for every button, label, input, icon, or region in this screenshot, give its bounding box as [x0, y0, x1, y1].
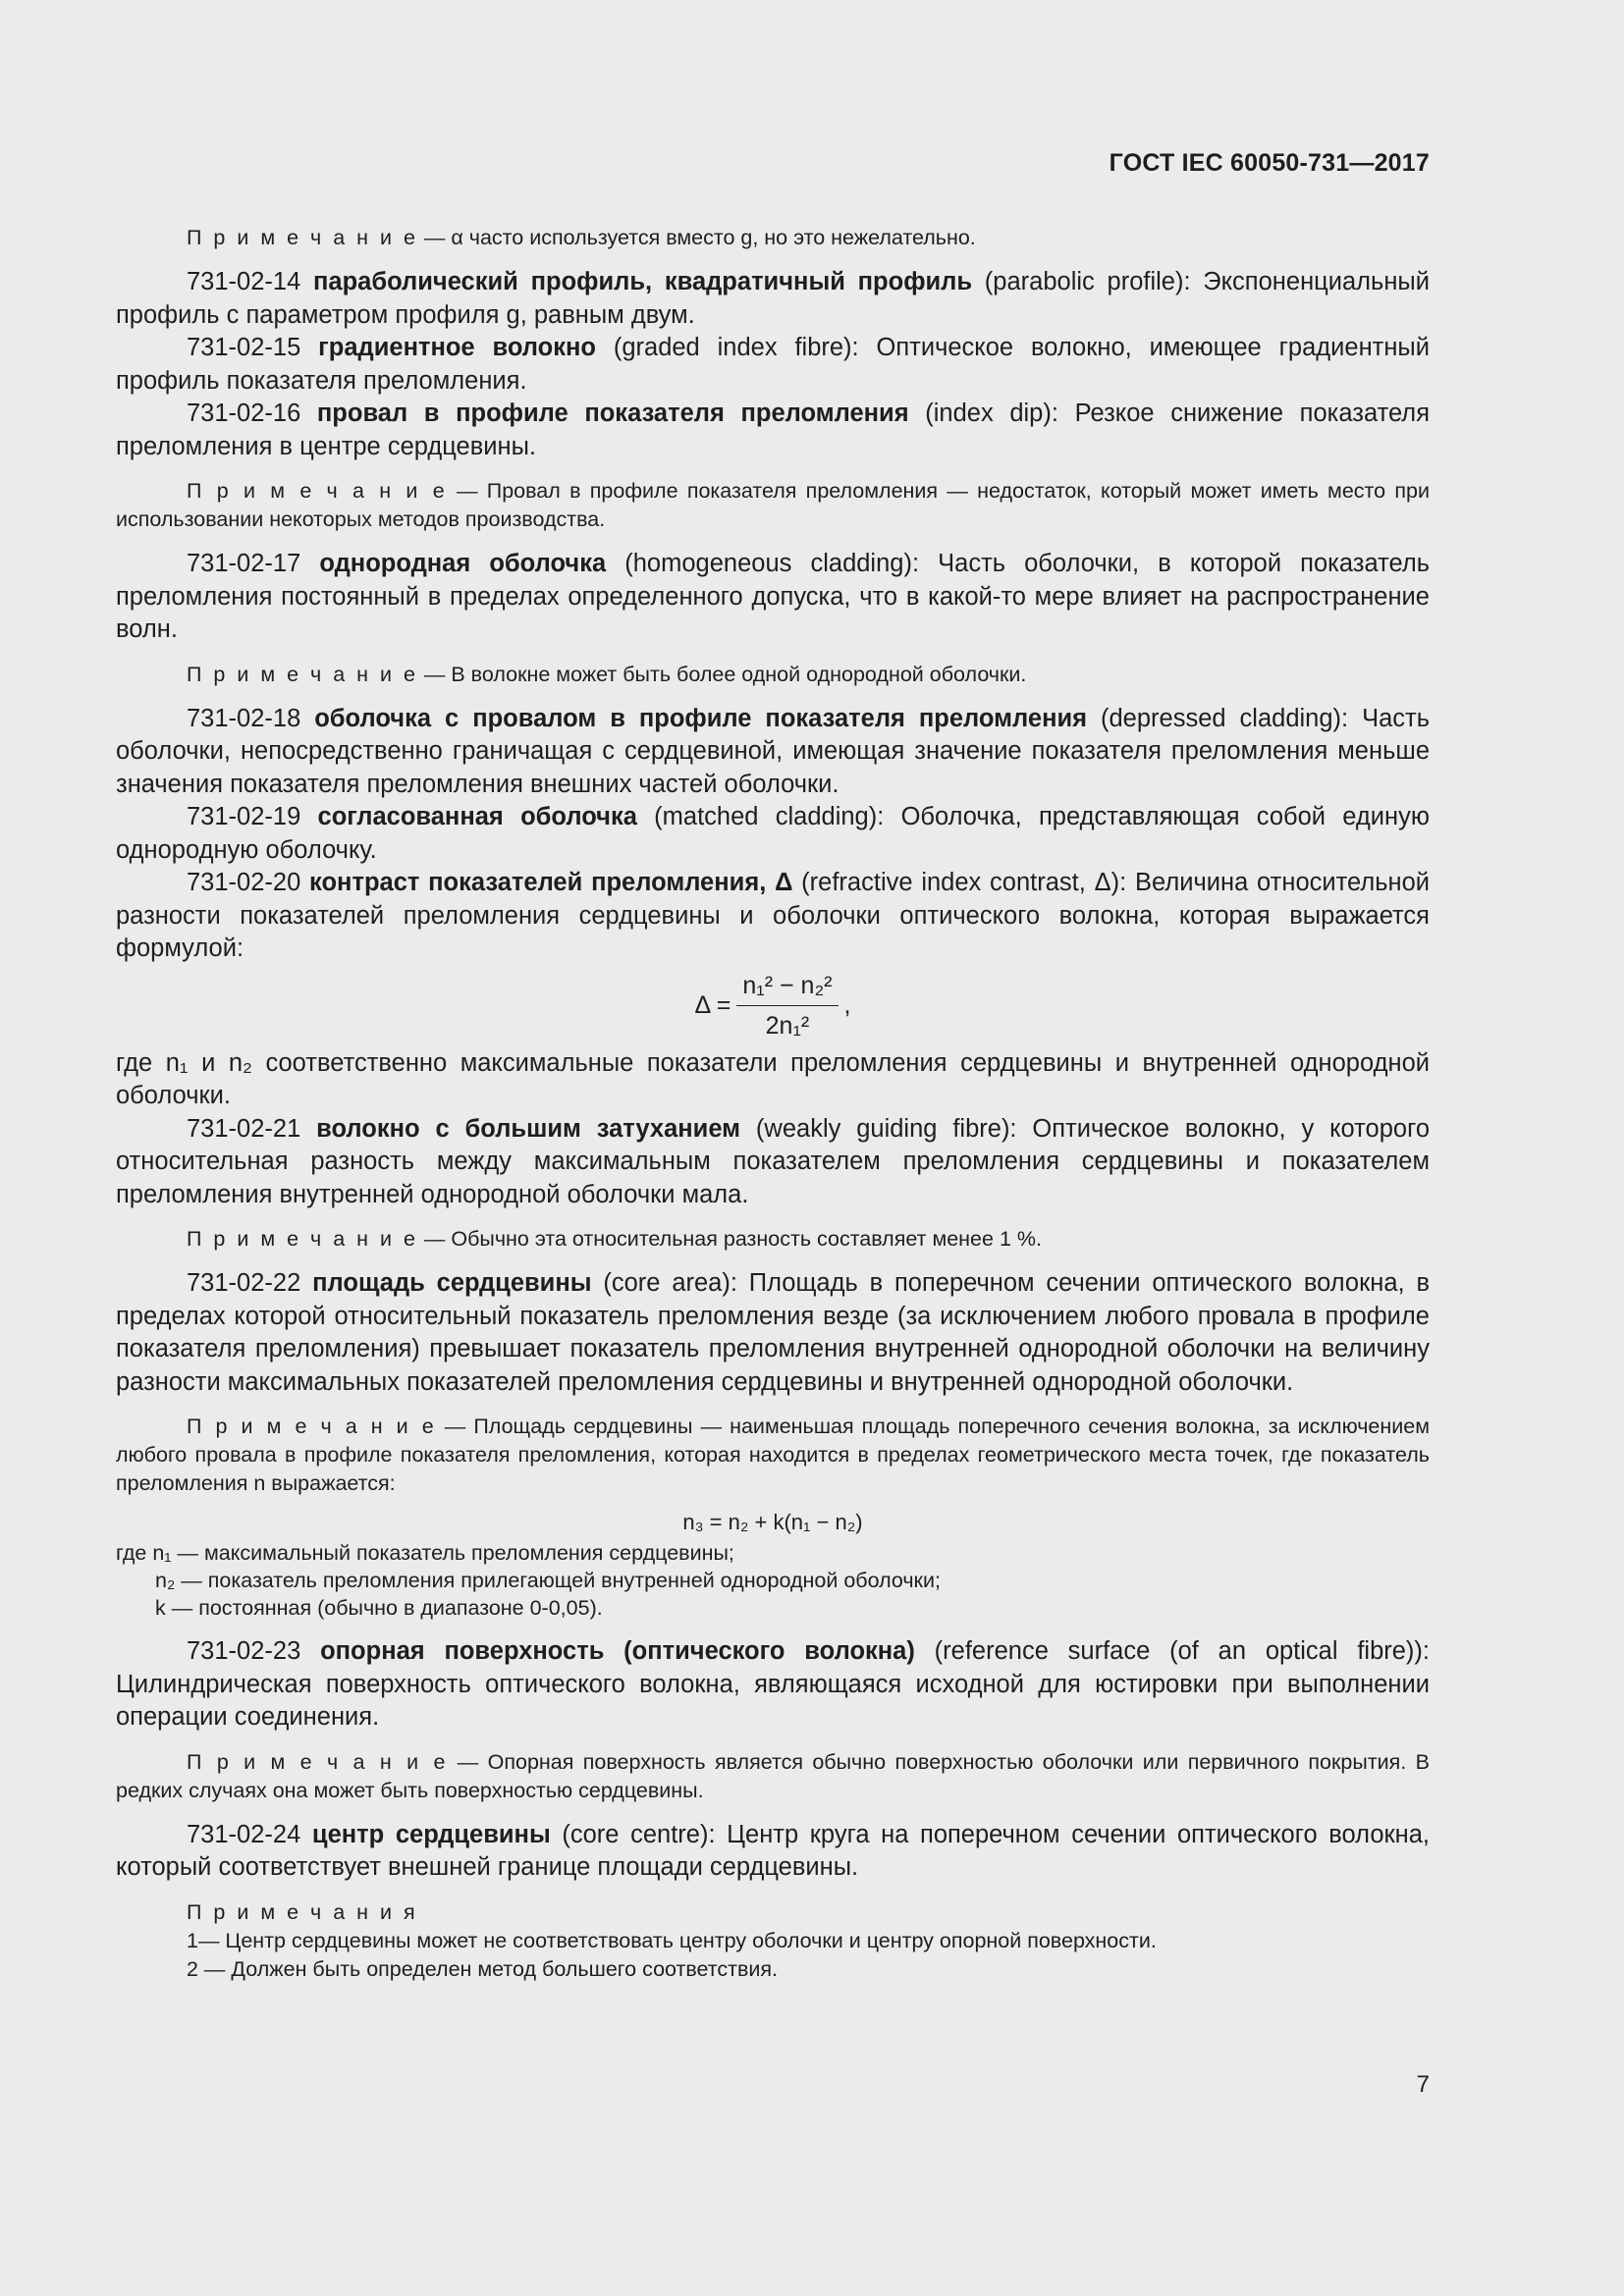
entry-731-02-22 — [116, 1267, 1430, 1399]
note-item-2: 2 — Должен быть определен метод большего соответствия. — [187, 1956, 779, 1981]
where-k: k — постоянная (обычно в диапазоне 0-0,05). — [155, 1596, 603, 1620]
notes-heading — [116, 1898, 1430, 1927]
entry-731-02-24 — [116, 1819, 1430, 1885]
entry-definition: (matched cladding): Оболочка, представляющая собой единую однородную оболочку. — [116, 803, 1431, 864]
entry-term: провал в профиле показателя преломления — [316, 400, 909, 427]
entry-definition: (refractive index contrast, Δ): Величина относительной разности показателей преломления сердцевины и оболочки оптического волокна, которая выражается формулой: — [116, 869, 1431, 962]
document-body — [116, 224, 1430, 1984]
entry-731-02-21 — [116, 1113, 1430, 1212]
entry-term: однородная оболочка — [319, 550, 607, 577]
note-label: П р и м е ч а н и е — [187, 1415, 437, 1438]
entry-731-02-16 — [116, 398, 1430, 463]
entry-number: 731-02-20 — [187, 869, 310, 896]
entry-definition: (core centre): Центр круга на поперечном сечении оптического волокна, который соответствует внешней границе площади сердцевины. — [116, 1820, 1431, 1881]
note-label: П р и м е ч а н и е — [187, 1227, 418, 1251]
document-standard-title: ГОСТ IEC 60050-731—2017 — [1109, 149, 1430, 177]
entry-term: волокно с большим затуханием — [316, 1114, 741, 1143]
note-label: П р и м е ч а н и е — [187, 1749, 449, 1774]
entry-term: согласованная оболочка — [317, 803, 637, 830]
note-core-area — [116, 1413, 1430, 1498]
entry-number: 731-02-22 — [187, 1269, 313, 1297]
entry-number: 731-02-15 — [187, 334, 319, 361]
note-label: П р и м е ч а н и е — [187, 479, 448, 503]
entry-number: 731-02-23 — [187, 1637, 321, 1665]
note-homogeneous — [116, 661, 1430, 689]
entry-number: 731-02-21 — [187, 1114, 317, 1143]
entry-731-02-18 — [116, 703, 1430, 802]
formula-tail: , — [843, 990, 851, 1019]
entry-number: 731-02-24 — [187, 1820, 312, 1848]
entry-731-02-17 — [116, 548, 1430, 647]
entry-731-02-23 — [116, 1635, 1430, 1735]
entry-definition: (homogeneous cladding): Часть оболочки, в которой показатель преломления постоянный в пределах определенного допуска, что в какой-то мере влияет на распространение волн. — [116, 550, 1430, 643]
entry-term: градиентное волокно — [318, 334, 596, 361]
entry-definition: (reference surface (of an optical fibre)): Цилиндрическая поверхность оптического волокна, являющаяся исходной для юстировки при выполнении операции соединения. — [116, 1637, 1430, 1731]
note-text: — Провал в профиле показателя преломления — недостаток, который может иметь место при использовании некоторых методов производства. — [116, 479, 1431, 531]
entry-number: 731-02-19 — [187, 803, 318, 830]
note-relative-difference — [116, 1225, 1430, 1254]
note-reference-surface — [116, 1748, 1430, 1805]
entry-number: 731-02-14 — [187, 268, 313, 295]
entry-number: 731-02-16 — [187, 400, 317, 427]
note-text: — Площадь сердцевины — наименьшая площадь поперечного сечения волокна, за исключением любого провала в профиле показателя преломления, которая находится в пределах геометрического места точек, где показатель преломления n выражается: — [116, 1415, 1430, 1495]
page-number: 7 — [1416, 2071, 1430, 2098]
notes-label: П р и м е ч а н и я — [187, 1899, 418, 1924]
note-alpha — [116, 224, 1430, 252]
formula-explanation: где n₁ и n₂ соответственно максимальные показатели преломления сердцевины и внутренней однородной оболочки. — [116, 1048, 1430, 1109]
entry-term: контраст показателей преломления, Δ — [309, 869, 793, 896]
formula-lhs: Δ = — [694, 990, 731, 1019]
entry-definition: (graded index fibre): Оптическое волокно, имеющее градиентный профиль показателя преломления. — [116, 334, 1431, 395]
note-label: П р и м е ч а н и е — [187, 226, 418, 249]
note-text: — α часто используется вместо g, но это нежелательно. — [417, 226, 976, 249]
entry-731-02-14 — [116, 266, 1430, 332]
entry-definition: (depressed cladding): Часть оболочки, непосредственно граничащая с сердцевиной, имеющая значение показателя преломления меньше значения показателя преломления внешних частей оболочки. — [116, 704, 1430, 798]
note-label: П р и м е ч а н и е — [187, 662, 418, 686]
entry-term: параболический профиль, квадратичный профиль — [313, 268, 973, 295]
where-n1: где n₁ — максимальный показатель преломления сердцевины; — [116, 1541, 734, 1565]
entry-definition: (index dip): Резкое снижение показателя преломления в центре сердцевины. — [116, 400, 1430, 460]
entry-number: 731-02-17 — [187, 550, 320, 577]
entry-term: оболочка с провалом в профиле показателя преломления — [314, 704, 1088, 732]
note-text: — В волокне может быть более одной однородной оболочки. — [417, 662, 1027, 686]
entry-term: площадь сердцевины — [312, 1269, 592, 1297]
entry-term: опорная поверхность (оптического волокна) — [320, 1637, 915, 1665]
note-text: — Обычно эта относительная разность составляет менее 1 %. — [417, 1227, 1042, 1251]
entry-definition: (parabolic profile): Экспоненциальный профиль с параметром профиля g, равным двум. — [116, 268, 1430, 329]
note-text: — Опорная поверхность является обычно поверхностью оболочки или первичного покрытия. В редких случаях она может быть поверхностью сердцевины. — [116, 1749, 1430, 1802]
entry-definition: (core area): Площадь в поперечном сечении оптического волокна, в пределах которой относительный показатель преломления везде (за исключением любого провала в профиле показателя преломления) превышает показатель преломления внутренней однородной оболочки на величину разности максимальных показателей преломления сердцевины и внутренней однородной оболочки. — [116, 1269, 1431, 1396]
note-index-dip — [116, 477, 1430, 534]
entry-definition: (weakly guiding fibre): Оптическое волокно, у которого относительная разность между максимальным показателем преломления сердцевины и показателем преломления внутренней однородной оболочки мала. — [116, 1114, 1430, 1208]
formula-denominator: 2n₁² — [765, 1011, 810, 1040]
entry-731-02-20 — [116, 867, 1430, 966]
entry-term: центр сердцевины — [311, 1820, 551, 1848]
formula-numerator: n₁² − n₂² — [736, 970, 838, 1006]
where-n2: n₂ — показатель преломления прилегающей внутренней однородной оболочки; — [155, 1569, 941, 1592]
formula-n3: n₃ = n₂ + k(n₁ − n₂) — [682, 1510, 863, 1534]
entry-731-02-15 — [116, 332, 1430, 398]
formula-fraction — [736, 970, 838, 1041]
formula-delta — [116, 970, 1430, 1041]
entry-number: 731-02-18 — [187, 704, 315, 732]
entry-731-02-19 — [116, 801, 1430, 867]
note-item-1: 1— Центр сердцевины может не соответствовать центру оболочки и центру опорной поверхности. — [187, 1928, 1157, 1952]
